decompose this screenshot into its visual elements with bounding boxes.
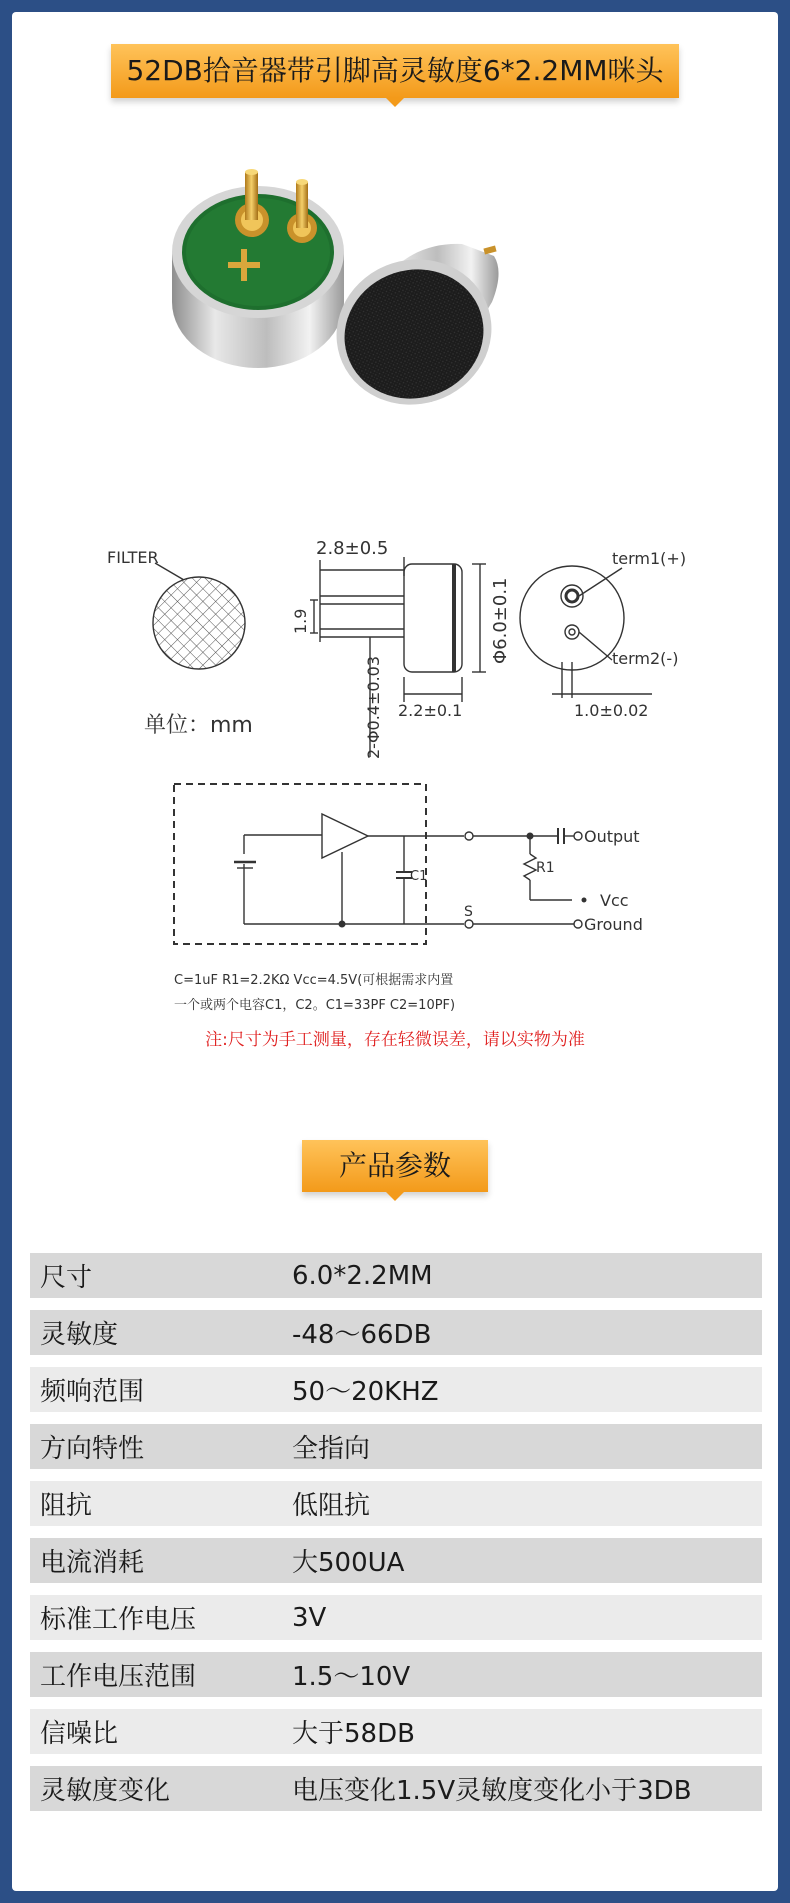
spec-row xyxy=(30,1367,762,1412)
spec-value: 6.0*2.2MM xyxy=(292,1260,433,1291)
spec-row xyxy=(30,1595,762,1640)
circuit-note-line2: 一个或两个电容C1，C2。C1=33PF C2=10PF) xyxy=(174,998,456,1013)
spec-label: 阻抗 xyxy=(40,1491,93,1521)
spec-value: 电压变化1.5V灵敏度变化小于3DB xyxy=(292,1776,692,1806)
spec-row xyxy=(30,1424,762,1469)
spec-row xyxy=(30,1652,762,1697)
measurement-note: 注:尺寸为手工测量，存在轻微误差，请以实物为准 xyxy=(205,1030,585,1050)
spec-label: 频响范围 xyxy=(40,1377,145,1407)
spec-value: 3V xyxy=(292,1602,327,1633)
dim-body-thickness: 2.2±0.1 xyxy=(398,701,463,720)
spec-value: 大500UA xyxy=(292,1548,405,1578)
term2-label: term2(-) xyxy=(612,649,679,668)
product-card xyxy=(12,12,778,1891)
spec-value: -48～66DB xyxy=(292,1320,432,1350)
spec-label: 标准工作电压 xyxy=(40,1605,197,1635)
spec-value: 50～20KHZ xyxy=(292,1377,439,1407)
spec-row xyxy=(30,1709,762,1754)
spec-row xyxy=(30,1766,762,1811)
dim-pin-length: 2.8±0.5 xyxy=(316,538,389,559)
technical-drawing xyxy=(12,512,778,1072)
page-title: 52DB拾音器带引脚高灵敏度6*2.2MM咪头 xyxy=(111,44,679,98)
filter-label: FILTER xyxy=(107,548,159,567)
c1-label: C1 xyxy=(410,869,428,884)
spec-row xyxy=(30,1253,762,1298)
ground-label: Ground xyxy=(584,915,643,934)
dim-body-diameter: Φ6.0±0.1 xyxy=(490,577,511,664)
spec-label: 方向特性 xyxy=(40,1434,145,1464)
capsule-filter-side xyxy=(318,239,511,424)
output-label: Output xyxy=(584,827,640,846)
s-label: S xyxy=(464,904,473,920)
dim-terminal-offset: 1.0±0.02 xyxy=(574,701,649,720)
product-photo xyxy=(132,152,672,492)
unit-label: 单位：mm xyxy=(144,713,253,738)
spec-label: 工作电压范围 xyxy=(40,1662,197,1692)
spec-value: 大于58DB xyxy=(292,1719,415,1749)
r1-label: R1 xyxy=(536,860,555,876)
spec-row xyxy=(30,1310,762,1355)
spec-label: 尺寸 xyxy=(40,1263,93,1293)
circuit-note-line1: C=1uF R1=2.2KΩ Vcc=4.5V(可根据需求内置 xyxy=(174,973,454,988)
dim-pin-diameter: 2-Φ0.4±0.03 xyxy=(364,655,383,759)
vcc-label: Vcc xyxy=(600,891,629,910)
spec-table xyxy=(30,1253,762,1823)
spec-label: 灵敏度变化 xyxy=(40,1776,171,1806)
spec-value: 低阻抗 xyxy=(292,1491,371,1521)
dim-pin-spacing: 1.9 xyxy=(291,608,310,634)
params-title: 产品参数 xyxy=(302,1140,488,1192)
spec-label: 电流消耗 xyxy=(40,1548,145,1578)
spec-value: 1.5～10V xyxy=(292,1662,411,1692)
spec-row xyxy=(30,1538,762,1583)
spec-label: 灵敏度 xyxy=(40,1320,119,1350)
spec-value: 全指向 xyxy=(292,1434,371,1464)
spec-row xyxy=(30,1481,762,1526)
capsule-pcb-side xyxy=(172,169,344,368)
spec-label: 信噪比 xyxy=(40,1719,119,1749)
term1-label: term1(+) xyxy=(612,549,687,568)
